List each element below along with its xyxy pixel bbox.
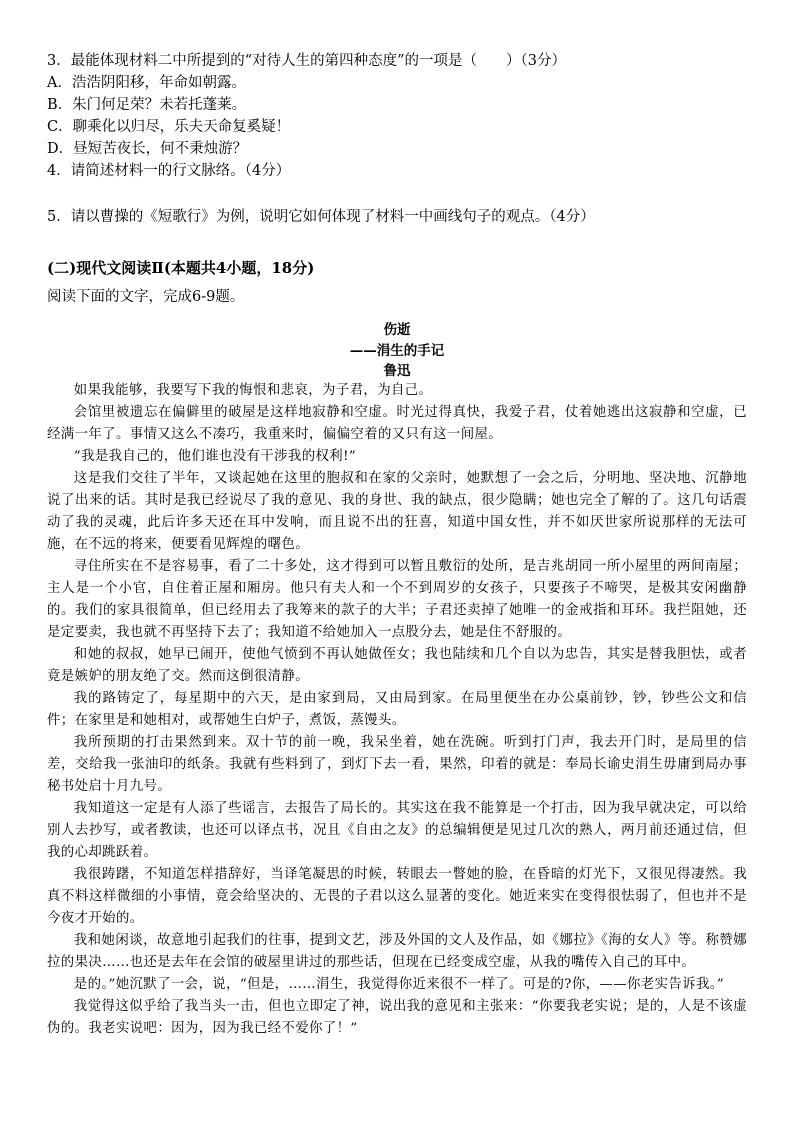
paragraph: 是的。”她沉默了一会，说，“但是，……涓生，我觉得你近来很不一样了。可是的?你，——你老实告诉我。”	[73, 977, 725, 992]
paragraph: 我和她闲谈，故意地引起我们的往事，提到文艺，涉及外国的文人及作品，如《娜拉》《海的女人》等。称赞娜拉的果决……也还是去年在会馆的破屋里讲过的那些话，但现在已经变成空虚，从我的嘴传入自己的耳中。	[47, 933, 747, 970]
paragraph: 我的路铸定了，每星期中的六天，是由家到局，又由局到家。在局里便坐在办公桌前钞，钞，钞些公文和信件；在家里是和她相对，或帮她生白炉子，煮饭，蒸馒头。	[47, 691, 747, 728]
option-c: C．聊乘化以归尽，乐夫天命复奚疑！	[47, 119, 291, 135]
option-d: D．昼短苦夜长，何不秉烛游？	[47, 141, 248, 157]
paragraph: 如果我能够，我要写下我的悔恨和悲哀，为子君，为自己。	[73, 383, 433, 398]
article-title: 伤逝	[383, 322, 411, 338]
paragraph: 寻住所实在不是容易事，看了二十多处，这才得到可以暂且敷衍的处所，是吉兆胡同一所小屋里的两间南屋；主人是一个小官，自住着正屋和厢房。他只有夫人和一个不到周岁的女孩子，只要孩子不啼哭，是极其安闲幽静的。我们的家具很简单，但已经用去了我筹来的款子的大半；子君还卖掉了她唯一的金戒指和耳环。我拦阻她，还是定要卖，我也就不再坚持下去了；我知道不给她加入一点股分去，她是住不舒服的。	[47, 559, 747, 640]
article-subtitle: ——涓生的手记	[349, 343, 445, 359]
option-b: B．朱门何足荣？未若托蓬莱。	[47, 97, 247, 113]
paragraph: 我知道这一定是有人添了些谣言，去报告了局长的。其实这在我不能算是一个打击，因为我早就决定，可以给别人去抄写，或者教读，也还可以译点书，况且《自由之友》的总编辑便是见过几次的熟人，两月前还通过信，但我的心却跳跃着。	[47, 801, 747, 860]
paragraph: 这是我们交往了半年，又谈起她在这里的胞叔和在家的父亲时，她默想了一会之后，分明地、坚决地、沉静地说了出来的话。其时是我已经说尽了我的意见、我的身世、我的缺点，很少隐瞒；她也完全了解的了。这几句话震动了我的灵魂，此后许多天还在耳中发响，而且说不出的狂喜，知道中国女性，并不如厌世家所说那样的无法可施，在不远的将来，便要看见辉煌的曙色。	[47, 471, 747, 552]
paragraph: 我所预期的打击果然到来。双十节的前一晚，我呆坐着，她在洗碗。听到打门声，我去开门时，是局里的信差，交给我一张油印的纸条。我就有些料到了，到灯下去一看，果然，印着的就是：奉局长谕史涓生毋庸到局办事秘书处启十月九号。	[47, 735, 747, 794]
option-a: A．浩浩阴阳移，年命如朝露。	[47, 75, 246, 91]
section-heading: (二)现代文阅读Ⅱ(本题共4小题，18分)	[47, 259, 315, 277]
article-body	[47, 380, 747, 1040]
paragraph: 我很踌躇，不知道怎样措辞好，当译笔凝思的时候，转眼去一瞥她的脸，在昏暗的灯光下，又很见得凄然。我真不料这样微细的小事情，竟会给坚决的、无畏的子君以这么显著的变化。她近来实在变得很怯弱了，但也并不是今夜才开始的。	[47, 867, 747, 926]
paragraph: “我是我自己的，他们谁也没有干涉我的权利!”	[73, 449, 357, 464]
paragraph: 我觉得这似乎给了我当头一击，但也立即定了神，说出我的意见和主张来：“你要我老实说；是的，人是不该虚伪的。我老实说吧：因为，因为我已经不爱你了！”	[47, 999, 747, 1036]
reading-instruction: 阅读下面的文字，完成6-9题。	[47, 289, 245, 305]
paragraph: 和她的叔叔，她早已闹开，使他气愤到不再认她做侄女；我也陆续和几个自以为忠告，其实是替我胆怯，或者竟是嫉妒的朋友绝了交。然而这倒很清静。	[47, 647, 747, 684]
question-5: 5．请以曹操的《短歌行》为例，说明它如何体现了材料一中画线句子的观点。（4分）	[47, 209, 595, 225]
paragraph: 会馆里被遗忘在偏僻里的破屋是这样地寂静和空虚。时光过得真快，我爱子君，仗着她逃出这寂静和空虚，已经满一年了。事情又这么不凑巧，我重来时，偏偏空着的又只有这一间屋。	[47, 405, 747, 442]
article-author: 鲁迅	[383, 363, 411, 379]
question-4: 4．请简述材料一的行文脉络。（4分）	[47, 163, 291, 179]
question-3: 3．最能体现材料二中所提到的“对待人生的第四种态度”的一项是（ ）（3分）	[47, 53, 567, 69]
